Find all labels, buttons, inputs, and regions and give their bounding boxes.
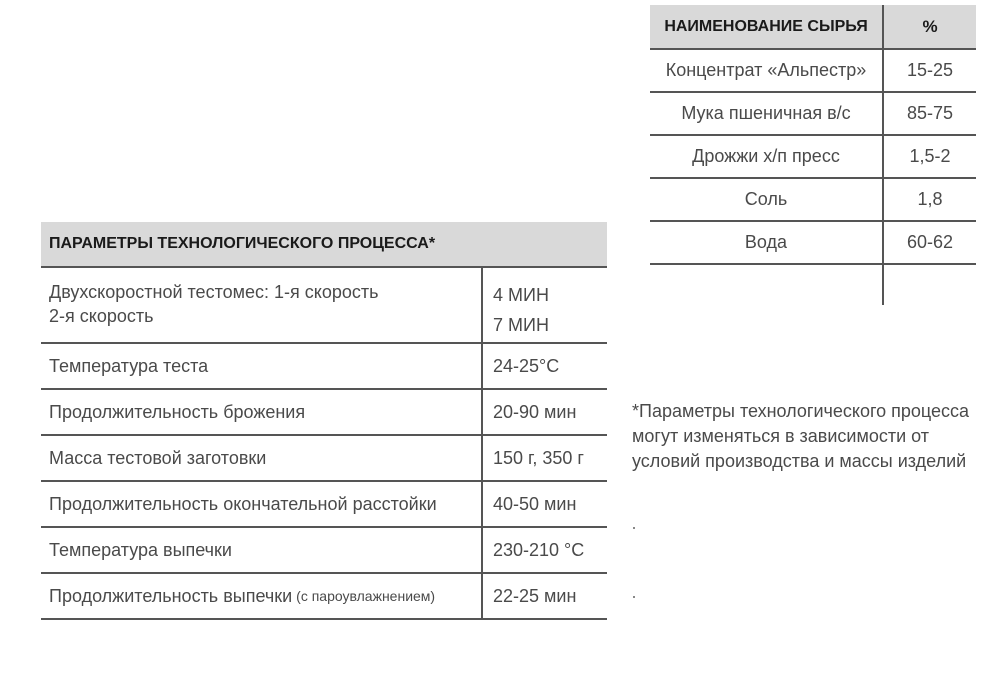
baking-duration-label: Продолжительность выпечки xyxy=(49,585,293,606)
ingredient-name-header: НАИМЕНОВАНИЕ СЫРЬЯ xyxy=(650,5,884,48)
ingredients-table-header xyxy=(650,5,976,50)
process-param: Температура теста xyxy=(41,344,483,388)
process-value: 24-25°С xyxy=(493,355,560,376)
table-row xyxy=(650,50,976,93)
process-param: Масса тестовой заготовки xyxy=(41,436,483,480)
ingredient-name: Вода xyxy=(650,222,884,263)
process-param: Продолжительность окончательной расстойки xyxy=(41,482,483,526)
process-value: 22-25 мин xyxy=(493,585,577,606)
table-row xyxy=(41,268,607,344)
ingredient-percent: 15-25 xyxy=(906,60,954,80)
table-row xyxy=(41,436,607,482)
table-row xyxy=(650,222,976,265)
table-row xyxy=(41,574,607,620)
empty-table-row xyxy=(650,265,976,305)
ingredient-percent: 60-62 xyxy=(906,232,954,252)
stray-mark xyxy=(633,527,635,529)
ingredient-percent-header: % xyxy=(922,16,938,36)
process-parameters-table xyxy=(41,222,607,620)
mixer-speed-1-value: 4 МИН xyxy=(493,285,549,305)
table-row xyxy=(41,528,607,574)
process-value xyxy=(483,268,607,342)
ingredient-name: Мука пшеничная в/с xyxy=(650,93,884,134)
ingredient-name: Дрожжи х/п пресс xyxy=(650,136,884,177)
table-row xyxy=(41,344,607,390)
table-row xyxy=(650,179,976,222)
steam-note: (с пароувлажнением) xyxy=(296,588,436,604)
process-param xyxy=(41,574,483,618)
stray-mark xyxy=(633,596,635,598)
process-param: Продолжительность брожения xyxy=(41,390,483,434)
process-param xyxy=(41,268,483,342)
ingredient-name: Соль xyxy=(650,179,884,220)
process-param: Температура выпечки xyxy=(41,528,483,572)
ingredient-percent: 1,5-2 xyxy=(909,146,951,166)
mixer-speed-1-label: Двухскоростной тестомес: 1-я скорость xyxy=(49,282,379,302)
empty-cell xyxy=(650,265,884,305)
process-value: 150 г, 350 г xyxy=(493,447,585,468)
ingredient-percent: 1,8 xyxy=(917,189,943,209)
mixer-speed-2-label: 2-я скорость xyxy=(49,306,154,326)
process-value: 40-50 мин xyxy=(493,493,577,514)
table-row xyxy=(41,390,607,436)
ingredient-name: Концентрат «Альпестр» xyxy=(650,50,884,91)
table-row xyxy=(650,136,976,179)
process-table-header: ПАРАМЕТРЫ ТЕХНОЛОГИЧЕСКОГО ПРОЦЕССА* xyxy=(41,222,607,268)
table-row xyxy=(650,93,976,136)
process-value: 230-210 °С xyxy=(493,539,585,560)
table-row xyxy=(41,482,607,528)
mixer-speed-2-value: 7 МИН xyxy=(493,315,549,335)
ingredient-percent: 85-75 xyxy=(906,103,954,123)
ingredients-table xyxy=(650,5,976,305)
process-value: 20-90 мин xyxy=(493,401,577,422)
footnote: *Параметры технологического процесса могут изменяться в зависимости от условий производства и массы изделий xyxy=(632,401,970,471)
